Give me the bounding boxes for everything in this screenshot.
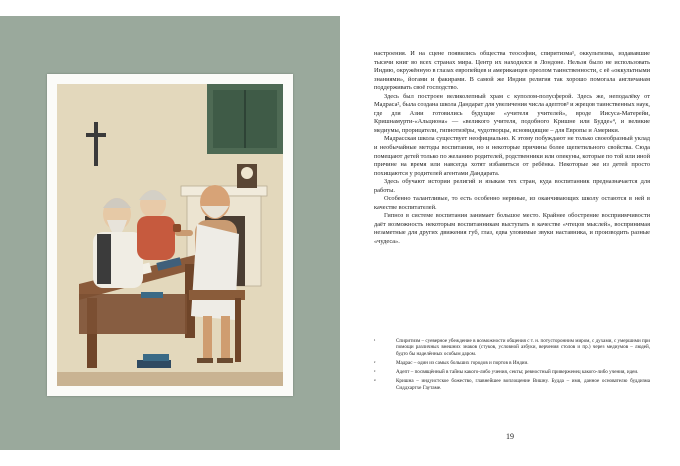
paragraph: Здесь обучают истории религий и языкам тех стран, куда воспитанник предназначается для работы. xyxy=(374,178,650,194)
footnote xyxy=(374,378,650,391)
footnote-number: ² xyxy=(374,359,376,365)
left-page xyxy=(0,16,340,450)
right-page xyxy=(340,16,680,450)
paragraph: Гипноз в системе воспитания занимает большое место. Крайнее обострение восприимчивости даёт возможность некоторым воспитанникам выступать в качестве «чтецов мыслей», воспринимая незаметные для других движения губ, глаз, едва уловимые звуки наставника, и производить разные «чудеса». xyxy=(374,212,650,246)
paragraph: Здесь был построен великолепный храм с куполом-полусферой. Здесь же, неподалёку от Мадраса², была создана школа Дандарат для увеличения числа адептов³ и жрецов таинственных наук, где для Азии готовились будущие «учителя учителей», вроде Иисуса-Матерейи, Кришнамурти-«Альционa» — «великого учителя, подобного Кришне или Будде»⁴, и великие медиумы, прорицатели, гипнотизёры, чудотворцы, ясновидящие – для Европы и Америки. xyxy=(374,92,650,134)
footnote xyxy=(374,369,650,375)
paragraph: настроения. И на сцене появились общества теософии, спиритизма¹, оккультизма, издававшие тысячи книг во всех странах мира. Центр их находился в Лондоне. Нельзя было не использовать Индию, окружённую в глазах европейцев и американцев ореолом таинственности, с её «оккультными знаниями», йогами и факирами. В самой же Индии религия так хорошо помогала англичанам поддерживать своё господство. xyxy=(374,50,650,92)
footnote xyxy=(374,338,650,357)
footnote-number: ⁴ xyxy=(374,378,376,384)
body-text xyxy=(374,50,650,247)
footnote-text: Адепт – посвящённый в тайны какого-либо учения, секты; ревностный приверженец какого-либо учения, идеи. xyxy=(396,369,639,376)
page-number: 19 xyxy=(506,432,514,441)
illustration-plate xyxy=(47,74,293,396)
footnote-text: Кришна – индуистское божество, главнейшее воплощение Вишну. Будда – имя, данное основателю буддизма Сиддхартхе Гаутаме. xyxy=(396,378,650,391)
footnotes xyxy=(374,338,650,394)
footnote-text: Мадрас – один из самых больших городов и портов в Индии. xyxy=(396,359,529,366)
paragraph: Особенно талантливые, то есть особенно нервные, из оканчивающих школу остаются в ней в качестве воспитателей. xyxy=(374,195,650,211)
illustration xyxy=(57,84,283,386)
footnote-text: Спиритизм – суеверное убеждение в возможности общения с т. н. потусторонним миром, с духами, с умершими при помощи различных внешних знаков (стуков, условной азбуки, верчения столов и пр.) через медиумов – людей, будто бы наделённых особым даром. xyxy=(396,338,650,357)
footnote-number: ³ xyxy=(374,369,376,375)
footnote-number: ¹ xyxy=(374,338,376,343)
footnote xyxy=(374,360,650,366)
paragraph: Мадрасская школа существует неофициально. К этому побуждают не только своеобразный уклад и необычайные методы воспитания, но и некоторые причины более щепетильного свойства. Сюда помещают детей только по желанию родителей, родственники или опекуны, которые по той или иной причине на время или навсегда хотят избавиться от ребёнка. Некоторые же из детей просто похищаются у родителей агентами Дандарата. xyxy=(374,135,650,177)
